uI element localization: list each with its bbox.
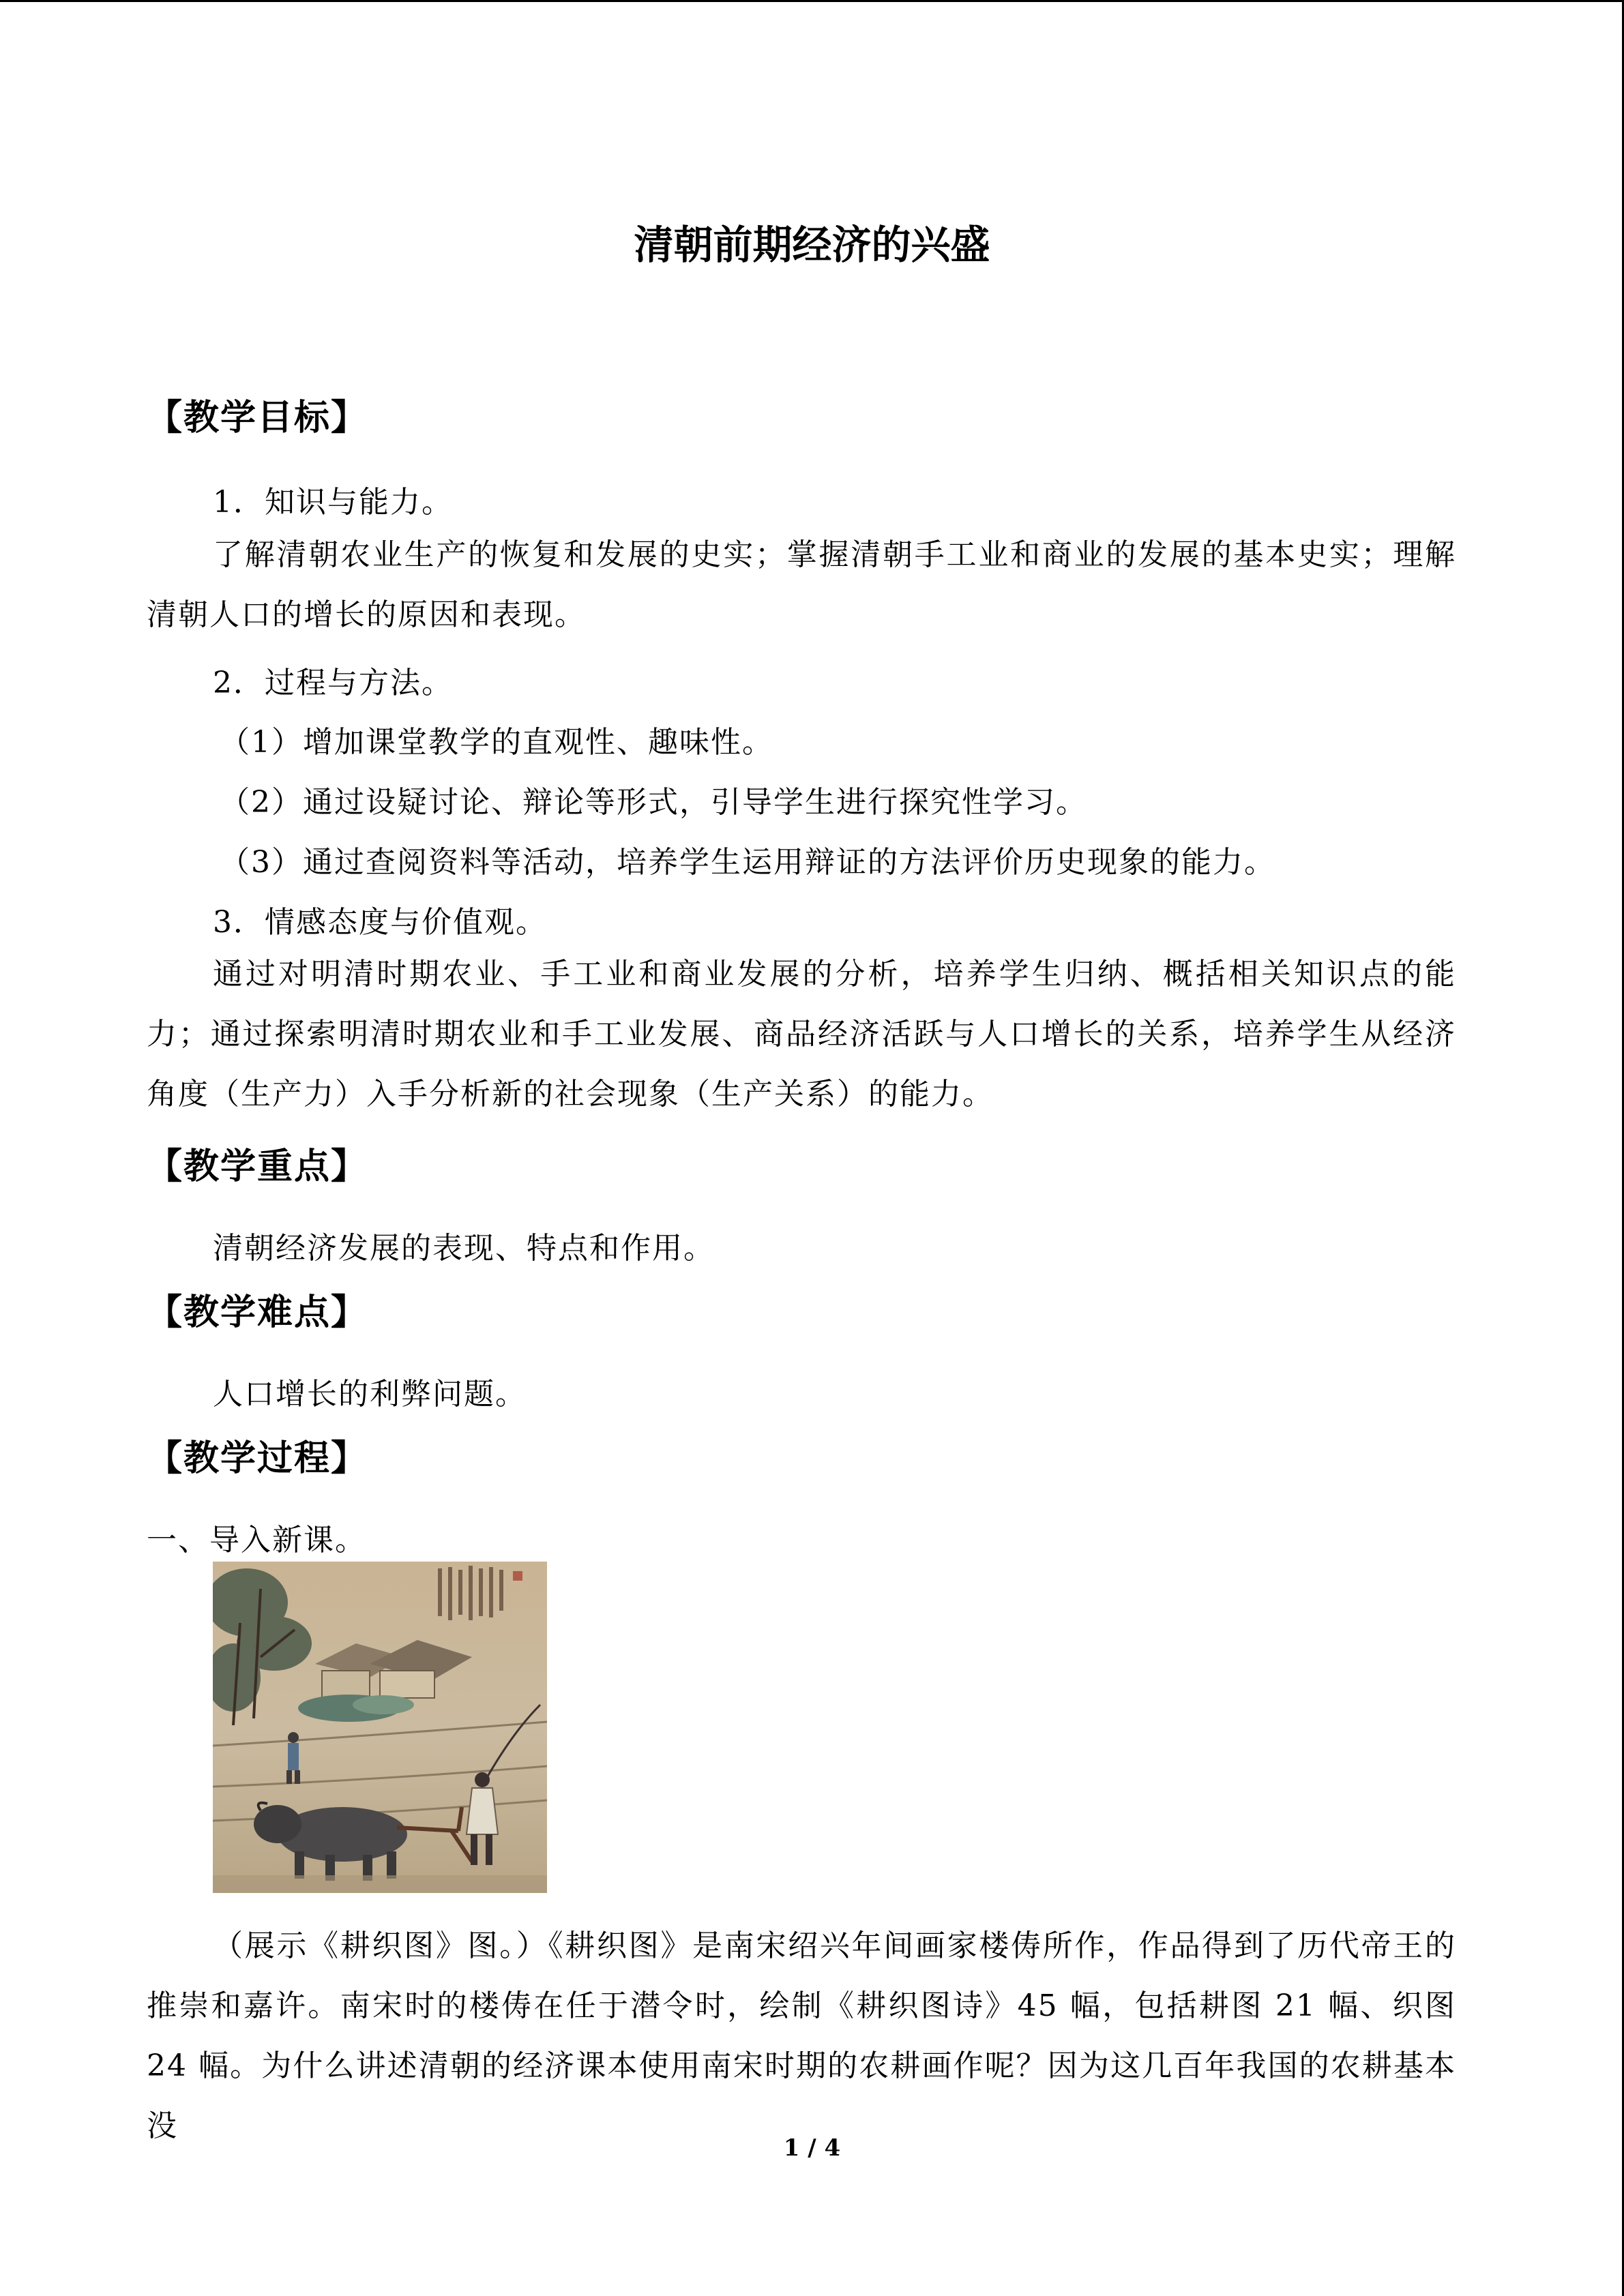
objective-3-label: 3．情感态度与价值观。 xyxy=(213,905,547,940)
heading-difficulties: 【教学难点】 xyxy=(147,1292,368,1333)
process-step-1: 一、导入新课。 xyxy=(147,1523,366,1557)
process-step-1-text: （展示《耕织图》图。）《耕织图》是南宋绍兴年间画家楼俦所作，作品得到了历代帝王的推崇和嘉许。南宋时的楼俦在任于潜令时，绘制《耕织图诗》45 幅，包括耕图 21 幅、织图 24 幅。为什么讲述清朝的经济课本使用南宋时期的农耕画作呢？因为这几百年我国的农耕基本没 xyxy=(147,1928,1456,2143)
objective-1-text: 了解清朝农业生产的恢复和发展的史实；掌握清朝手工业和商业的发展的基本史实；理解清朝人口的增长的原因和表现。 xyxy=(147,537,1456,632)
page-number: 1 / 4 xyxy=(783,2134,841,2162)
objective-1-label: 1．知识与能力。 xyxy=(213,485,453,520)
gengzhitu-painting xyxy=(213,1562,547,1893)
document-title: 清朝前期经济的兴盛 xyxy=(634,222,990,268)
objective-2-item-1: （1）增加课堂教学的直观性、趣味性。 xyxy=(220,725,773,760)
heading-key-points: 【教学重点】 xyxy=(147,1146,368,1187)
objective-2-label: 2．过程与方法。 xyxy=(213,666,453,700)
heading-process: 【教学过程】 xyxy=(147,1438,368,1479)
objective-2-item-3: （3）通过查阅资料等活动，培养学生运用辩证的方法评价历史现象的能力。 xyxy=(220,845,1275,880)
objective-3-text: 通过对明清时期农业、手工业和商业发展的分析，培养学生归纳、概括相关知识点的能力；通过探索明清时期农业和手工业发展、商品经济活跃与人口增长的关系，培养学生从经济角度（生产力）入手分析新的社会现象（生产关系）的能力。 xyxy=(147,957,1456,1112)
objective-2-item-2: （2）通过设疑讨论、辩论等形式，引导学生进行探究性学习。 xyxy=(220,785,1087,820)
page-border-top xyxy=(0,0,1624,2)
key-points-text: 清朝经济发展的表现、特点和作用。 xyxy=(213,1231,715,1266)
difficulties-text: 人口增长的利弊问题。 xyxy=(213,1377,527,1412)
heading-objectives: 【教学目标】 xyxy=(147,398,368,438)
